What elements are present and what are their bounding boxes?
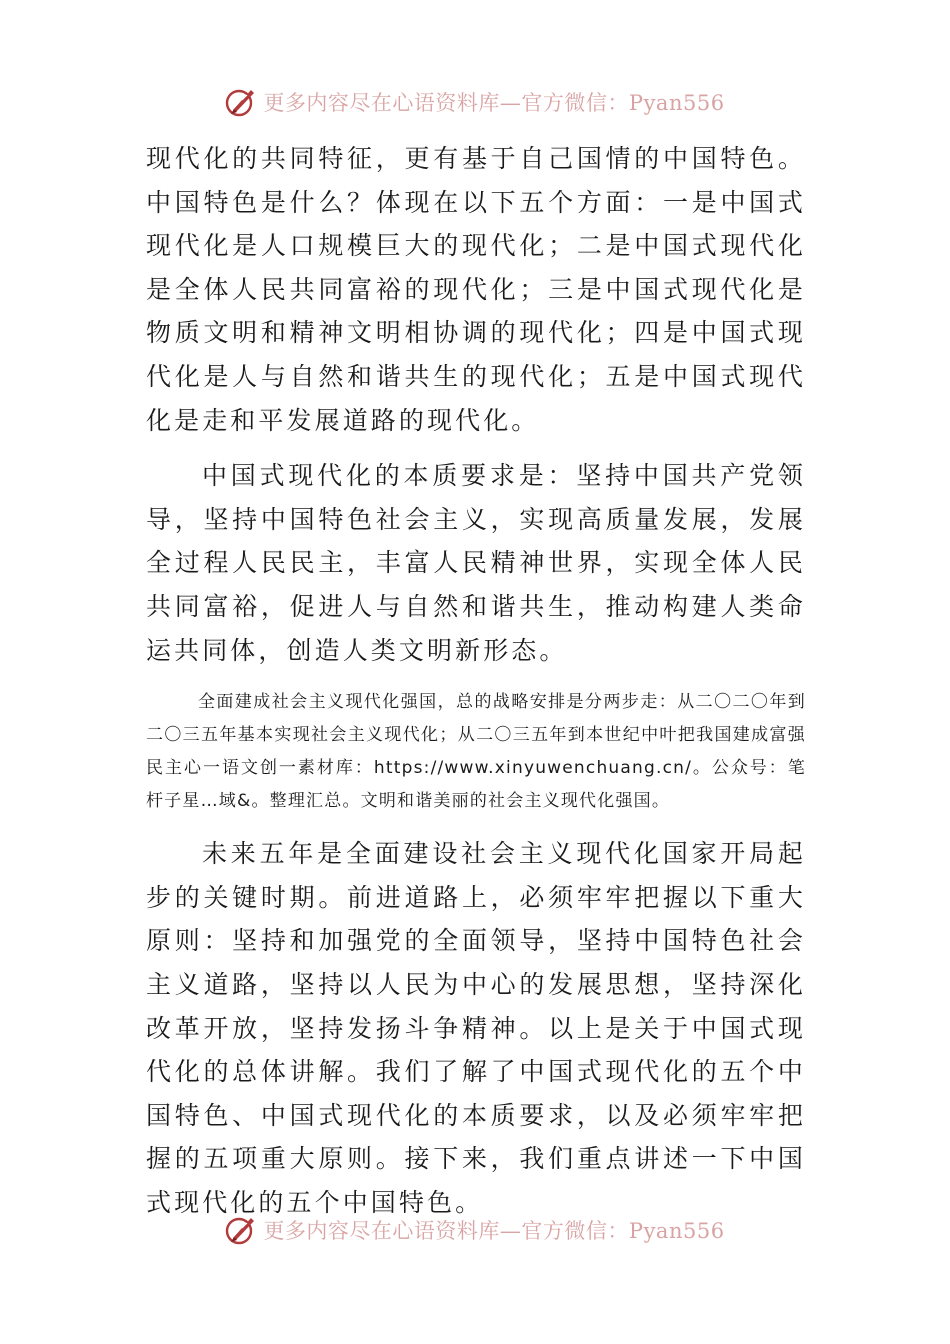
document-body [146,137,806,1224]
paragraph-strategic-arrangement: 全面建成社会主义现代化强国，总的战略安排是分两步走：从二〇二〇年到二〇三五年基本实现社会主义现代化；从二〇三五年到本世纪中叶把我国建成富强民主心一语文创一素材库：https://www.xinyuwenchuang.cn/。公众号：笔杆子星…域&。整理汇总。文明和谐美丽的社会主义现代化强国。 [146,692,806,812]
footer-banner-text: 更多内容尽在心语资料库—官方微信：Pyan556 [263,1219,725,1243]
quill-pen-logo-icon [225,85,259,119]
paragraph-next-five-years: 未来五年是全面建设社会主义现代化国家开局起步的关键时期。前进道路上，必须牢牢把握以下重大原则：坚持和加强党的全面领导，坚持中国特色社会主义道路，坚持以人民为中心的发展思想，坚持深化改革开放，坚持发扬斗争精神。以上是关于中国式现代化的总体讲解。我们了解了中国式现代化的五个中国特色、中国式现代化的本质要求，以及必须牢牢把握的五项重大原则。接下来，我们重点讲述一下中国式现代化的五个中国特色。 [146,839,806,1217]
footer-banner [0,1210,950,1250]
paragraph-china-characteristics: 现代化的共同特征，更有基于自己国情的中国特色。中国特色是什么？体现在以下五个方面：一是中国式现代化是人口规模巨大的现代化；二是中国式现代化是全体人民共同富裕的现代化；三是中国式现代化是物质文明和精神文明相协调的现代化；四是中国式现代化是人与自然和谐共生的现代化；五是中国式现代化是走和平发展道路的现代化。 [146,144,806,435]
header-banner [0,82,950,122]
paragraph-essential-requirements: 中国式现代化的本质要求是：坚持中国共产党领导，坚持中国特色社会主义，实现高质量发展，发展全过程人民民主，丰富人民精神世界，实现全体人民共同富裕，促进人与自然和谐共生，推动构建人类命运共同体，创造人类文明新形态。 [146,461,806,665]
quill-pen-logo-icon [225,1213,259,1247]
header-banner-text: 更多内容尽在心语资料库—官方微信：Pyan556 [263,91,725,115]
